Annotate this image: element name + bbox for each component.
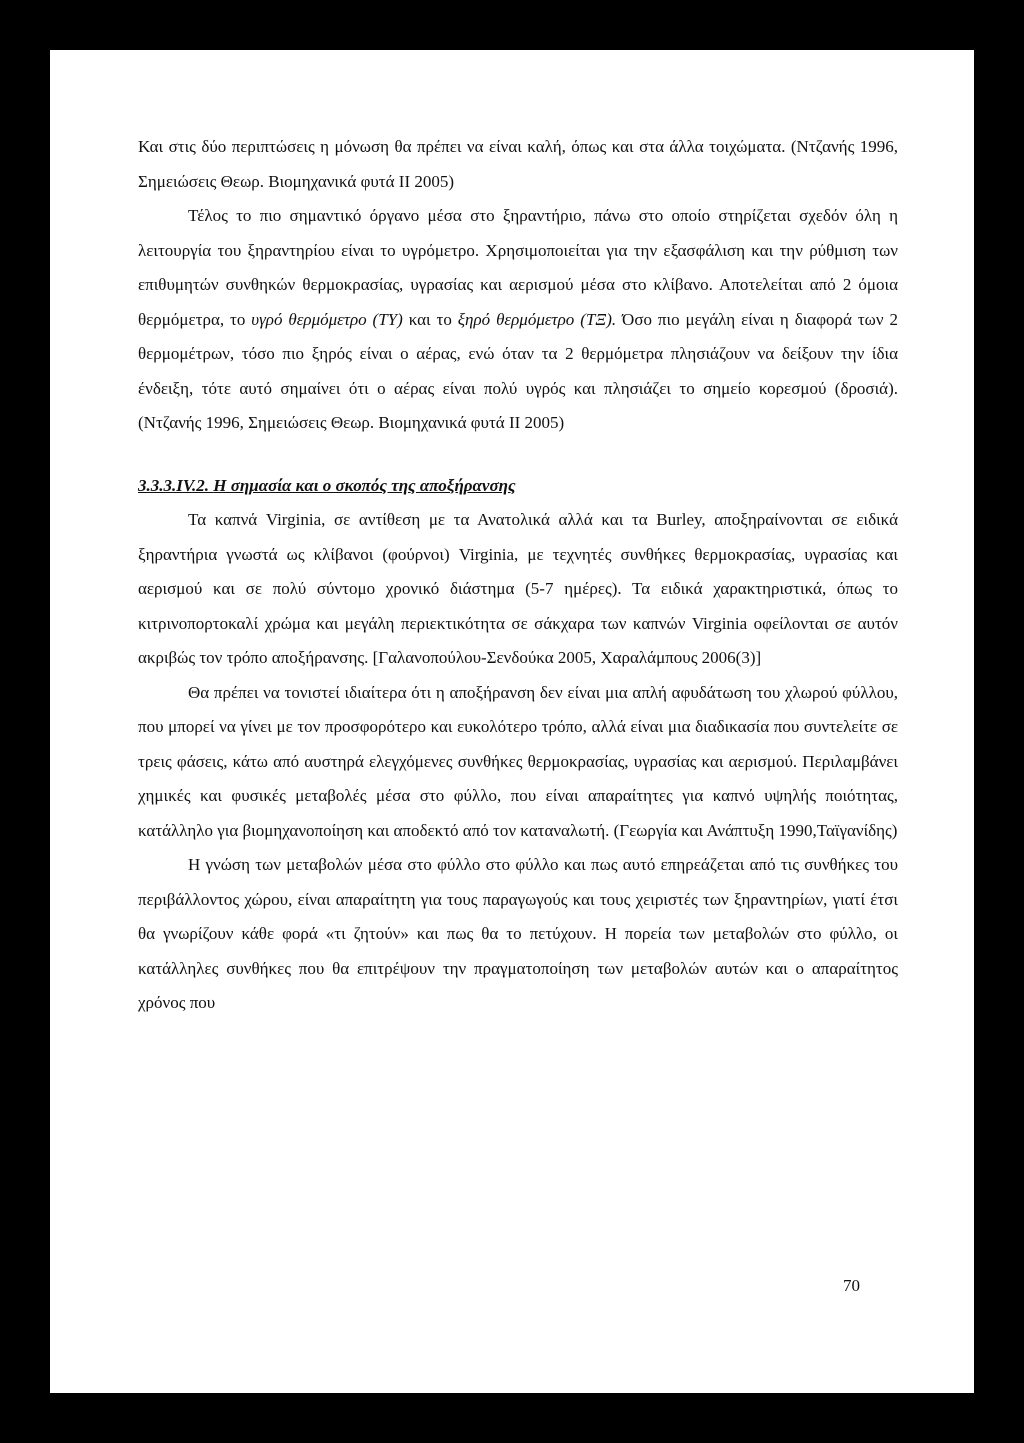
- wet-thermometer-term: υγρό θερμόμετρο (ΤΥ): [251, 309, 403, 329]
- section-heading: [138, 469, 898, 504]
- paragraph-text: Όσο πιο μεγάλη είναι η διαφορά των 2 θερμομέτρων, τόσο πιο ξηρός είναι ο αέρας, ενώ όταν τα 2 θερμόμετρα πλησιάζουν να δείξουν την ίδια ένδειξη, τότε αυτό σημαίνει ότι ο αέρας είναι πολύ υγρός και πλησιάζει το σημείο κορεσμού (δροσιά). (Ντζανής 1996, Σημειώσεις Θεωρ. Βιομηχανικά φυτά II 2005): [138, 309, 898, 432]
- dry-thermometer-term: ξηρό θερμόμετρο (ΤΞ).: [457, 309, 617, 329]
- paragraph-insulation: Και στις δύο περιπτώσεις η μόνωση θα πρέπει να είναι καλή, όπως και στα άλλα τοιχώματα. (Ντζανής 1996, Σημειώσεις Θεωρ. Βιομηχανικά φυτά II 2005): [138, 137, 898, 191]
- paragraph-text: και το: [402, 309, 458, 329]
- paragraph-virginia: Τα καπνά Virginia, σε αντίθεση με τα Ανατολικά αλλά και τα Burley, αποξηραίνονται σε ειδικά ξηραντήρια γνωστά ως κλίβανοι (φούρνοι) Virginia, με τεχνητές συνθήκες θερμοκρασίας, υγρασίας και αερισμού και σε πολύ σύντομο χρονικό διάστημα (5-7 ημέρες). Τα ειδικά χαρακτηριστικά, όπως το κιτρινοπορτοκαλί χρώμα και μεγάλη περιεκτικότητα σε σάκχαρα των καπνών Virginia οφείλονται σε αυτόν ακριβώς τον τρόπο αποξήρανσης. [Γαλανοπούλου-Σενδούκα 2005, Χαραλάμπους 2006(3)]: [138, 510, 898, 667]
- section-title: Η σημασία και ο σκοπός της αποξήρανσης: [213, 475, 516, 495]
- paragraph-knowledge: Η γνώση των μεταβολών μέσα στο φύλλο στο φύλλο και πως αυτό επηρεάζεται από τις συνθήκες του περιβάλλοντος χώρου, είναι απαραίτητη για τους παραγωγούς και τους χειριστές των ξηραντηρίων, γιατί έτσι θα γνωρίζουν κάθε φορά «τι ζητούν» και πως θα το πετύχουν. Η πορεία των μεταβολών στο φύλλο, οι κατάλληλες συνθήκες που θα επιτρέψουν την πραγματοποίηση των μεταβολών αυτών και ο απαραίτητος χρόνος που: [138, 855, 898, 1012]
- paragraph-drying-process: Θα πρέπει να τονιστεί ιδιαίτερα ότι η αποξήρανση δεν είναι μια απλή αφυδάτωση του χλωρού φύλλου, που μπορεί να γίνει με τον προσφορότερο και ευκολότερο τρόπο, αλλά είναι μια διαδικασία που συντελείτε σε τρεις φάσεις, κάτω από αυστηρά ελεγχόμενες συνθήκες θερμοκρασίας, υγρασίας και αερισμού. Περιλαμβάνει χημικές και φυσικές μεταβολές μέσα στο φύλλο, που είναι απαραίτητες για καπνό υψηλής ποιότητας, κατάλληλο για βιομηχανοποίηση και αποδεκτό από τον καταναλωτή. (Γεωργία και Ανάπτυξη 1990,Ταϊγανίδης): [138, 682, 898, 840]
- paragraph-hygrometer: [138, 199, 898, 441]
- section-number: 3.3.3.IV.2.: [138, 475, 210, 495]
- document-page: [50, 50, 974, 1393]
- page-number: 70: [843, 1276, 860, 1295]
- paragraph-text: Τέλος το πιο σημαντικό όργανο μέσα στο ξηραντήριο, πάνω στο οποίο στηρίζεται σχεδόν όλη η λειτουργία του ξηραντηρίου είναι το υγρόμετρο. Χρησιμοποιείται για την εξασφάλιση και την ρύθμιση των επιθυμητών συνθηκών θερμοκρασίας, υγρασίας και αερισμού μέσα στο κλίβανο. Αποτελείται από 2 όμοια θερμόμετρα, το: [138, 206, 898, 329]
